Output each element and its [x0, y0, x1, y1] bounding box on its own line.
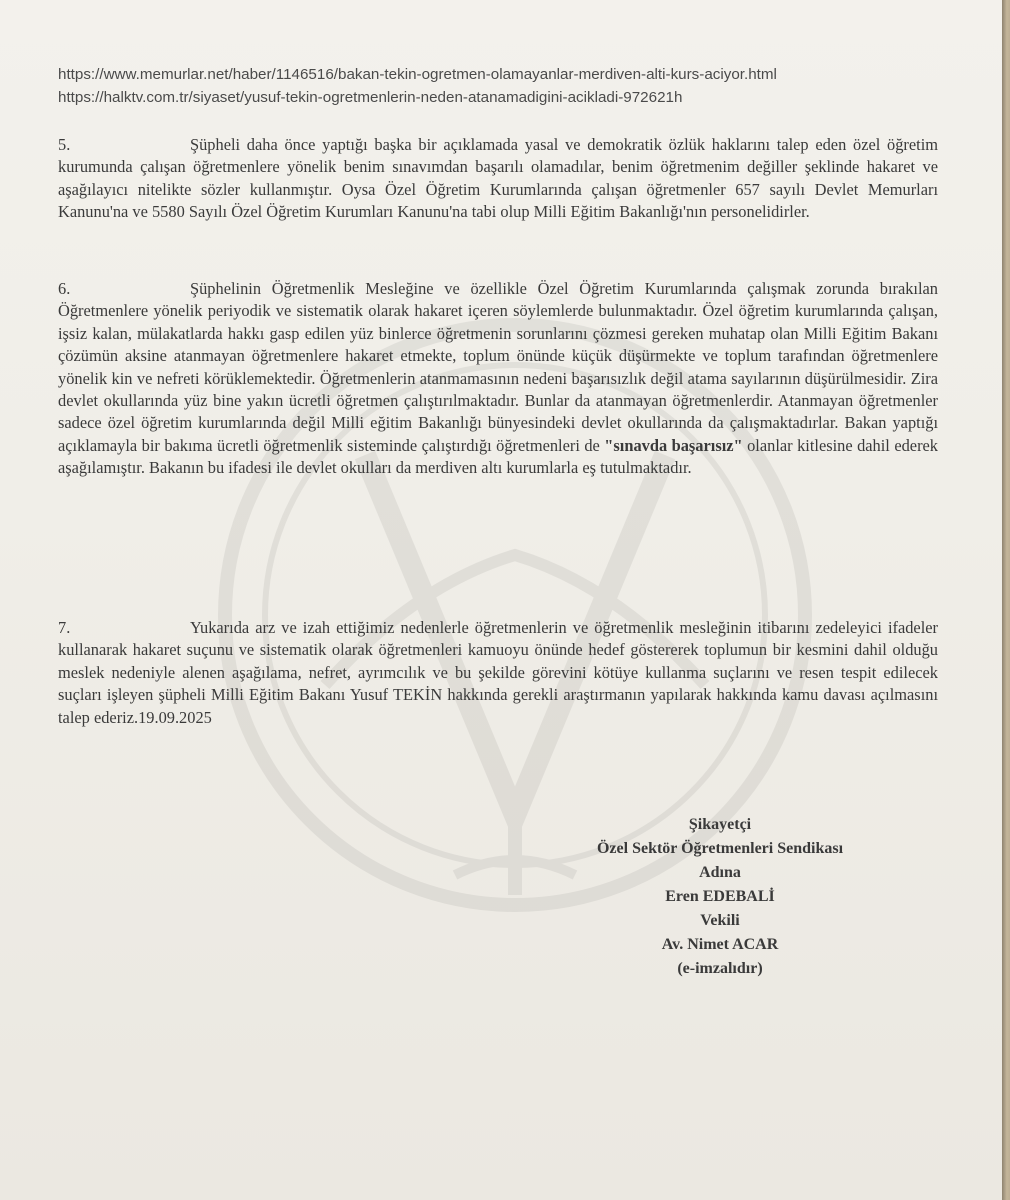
page-edge-shadow — [1002, 0, 1010, 1200]
e-signature-note: (e-imzalıdır) — [677, 960, 763, 977]
paragraph-number: 6. — [58, 279, 71, 298]
quoted-phrase: "sınavda başarısız" — [604, 435, 743, 455]
paragraph-text: Yukarıda arz ve izah ettiğimiz nedenlerle öğretmenlerin ve öğretmenlik mesleğinin itibarını zedeleyici ifadeler kullanarak hakaret suçunu ve sistematik olarak öğretmenleri kamuoyu önünde hedef göstererek toplumun bir kesmini dahil olduğu meslek nedeniyle alenen aşağılama, nefret, ayrımcılık ve bu şekilde görevini kötüye kullanma suçlarını ve resen tespit edilecek suçları işleyen şüpheli Milli Eğitim Bakanı Yusuf TEKİN hakkında gerekli araştırmanın yapılarak hakkında kamu davası açılmasını talep ederiz.19.09.2025 — [58, 618, 938, 727]
paragraph-number: 7. — [58, 618, 71, 637]
union-name: Özel Sektör Öğretmenleri Sendikası — [596, 840, 844, 857]
paragraph-6 — [58, 278, 938, 480]
signature-block — [555, 813, 885, 981]
paragraph-text — [58, 278, 938, 480]
paragraph-number: 5. — [58, 135, 71, 154]
attorney-label: Vekili — [700, 912, 740, 929]
source-link-1[interactable]: https://www.memurlar.net/haber/1146516/bakan-tekin-ogretmen-olamayanlar-merdiven-alti-kurs-aciyor.html — [58, 66, 777, 83]
source-link-2[interactable]: https://halktv.com.tr/siyaset/yusuf-tekin-ogretmenlerin-neden-atanamadigini-acikladi-972621h — [58, 89, 683, 106]
paragraph-text: Şüpheli daha önce yaptığı başka bir açıklamada yasal ve demokratik özlük haklarını talep eden özel öğretim kurumunda çalışan öğretmenlere yönelik benim sınavımdan başarılı olamadılar, benim öğretmenim değiller şeklinde hakaret ve aşağılayıcı nitelikte sözler kullanmıştır. Oysa Özel Öğretim Kurumlarında çalışan öğretmenler 657 sayılı Devlet Memurları Kanunu'na ve 5580 Sayılı Özel Öğretim Kurumları Kanunu'na tabi olup Milli Eğitim Bakanlığı'nın personelidirler. — [58, 135, 938, 222]
on-behalf-label: Adına — [699, 864, 741, 881]
paragraph-5 — [58, 134, 938, 224]
representative-name: Eren EDEBALİ — [665, 888, 775, 905]
attorney-name: Av. Nimet ACAR — [661, 936, 779, 953]
paragraph-text-part: olanlar kitlesine dahil ederek aşağılamıştır. Bakanın bu ifadesi ile devlet okulları da merdiven altı kurumlarla eş tutulmaktadır. — [58, 435, 938, 478]
complainant-label: Şikayetçi — [688, 816, 752, 833]
paragraph-7 — [58, 617, 938, 729]
paragraph-text-part: Şüphelinin Öğretmenlik Mesleğine ve özellikle Özel Öğretim Kurumlarında çalışmak zorunda bırakılan Öğretmenlere yönelik periyodik ve sistematik olarak hakaret içeren söylemlerde bulunmaktadır. Özel öğretim kurumlarında çalışan, işsiz kalan, mülakatlarda hakkı gasp edilen yüz binlerce öğretmenin sorunlarını çözmesi gereken muhatap olan Milli Eğitim Bakanı çözümün aksine atanmayan öğretmenlere hakaret etmekte, toplum önünde küçük düşürmekte ve toplum tarafından öğretmenlere yönelik kin ve nefreti körüklemektedir. Öğretmenlerin atanmamasının nedeni başarısızlık değil atama sayılarının düşürülmesidir. Zira devlet okullarında yüz bine yakın ücretli öğretmen çalıştırılmaktadır. Bunlar da atanmayan öğretmenlerdir. Atanmayan öğretmenler sadece özel öğretim kurumlarında değil Milli eğitim Bakanlığı bünyesindeki devlet okullarında da çalışmaktadırlar. Bakan yaptığı açıklamayla bir bakıma ücretli öğretmenlik sisteminde çalıştırdığı öğretmenleri de — [58, 279, 938, 455]
